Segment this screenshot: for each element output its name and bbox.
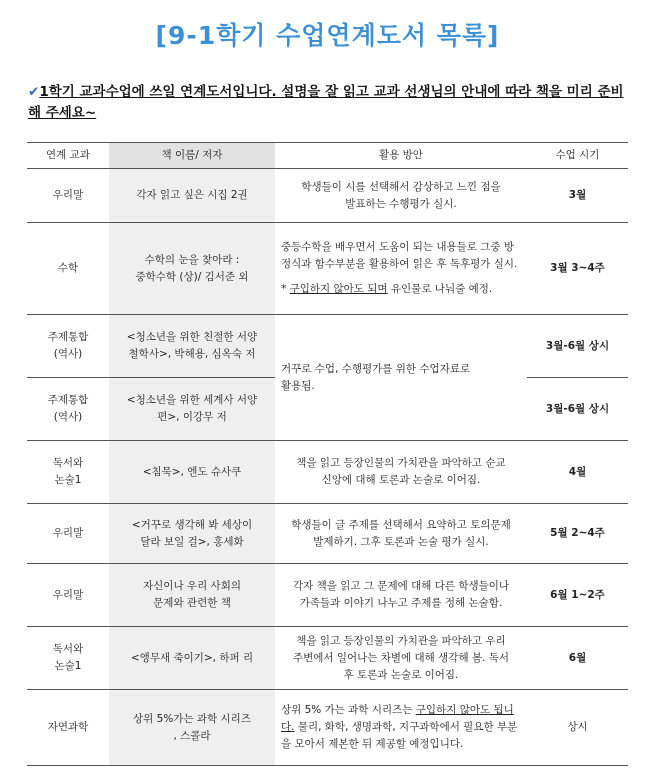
table-row (27, 315, 628, 378)
cell-period: 3월 (527, 169, 628, 223)
cell-period: 6월 1~2주 (527, 564, 628, 627)
cell-subject: 주제통합 (역사) (27, 378, 109, 441)
table-row (27, 690, 628, 766)
cell-book: <거꾸로 생각해 봐 세상이 달라 보일 걸>, 홍세화 (109, 504, 275, 564)
cell-subject: 우리말 (27, 169, 109, 223)
cell-period: 6월 (527, 627, 628, 690)
cell-usage: 책을 읽고 등장인물의 가치관을 파악하고 순교 신앙에 대해 토론과 논술로 이어짐. (275, 441, 527, 504)
usage-note (281, 281, 521, 298)
book-list-table (27, 142, 628, 766)
header-book: 책 이름/ 저자 (109, 143, 275, 169)
table-row (27, 441, 628, 504)
note-suffix: 유인물로 나눠줄 예정. (387, 283, 493, 295)
cell-period: 5월 2~4주 (527, 504, 628, 564)
cell-period: 4월 (527, 441, 628, 504)
cell-book: <침묵>, 엔도 슈사쿠 (109, 441, 275, 504)
page-title: [9-1학기 수업연계도서 목록] (155, 21, 500, 50)
table-row (27, 504, 628, 564)
cell-period: 3월-6월 상시 (527, 378, 628, 441)
cell-subject: 독서와 논술1 (27, 627, 109, 690)
cell-subject: 수학 (27, 223, 109, 315)
cell-book: 수학의 눈을 찾아라 : 중학수학 (상)/ 김서준 외 (109, 223, 275, 315)
cell-period: 3월-6월 상시 (527, 315, 628, 378)
usage-underlined: 구입하지 않아도 됩니다. (281, 704, 514, 733)
cell-period: 상시 (527, 690, 628, 766)
cell-subject: 자연과학 (27, 690, 109, 766)
usage-prefix: 상위 5% 가는 과학 시리즈는 (281, 704, 416, 716)
usage-suffix: 물리, 화학, 생명과학, 지구과학에서 필요한 부분을 모아서 제본한 뒤 제공할 예정입니다. (281, 721, 518, 750)
cell-usage: 학생들이 글 주제를 선택해서 요약하고 토의문제 발제하기. 그후 토론과 논술 평가 실시. (275, 504, 527, 564)
cell-usage: 책을 읽고 등장인물의 가치관을 파악하고 우리 주변에서 일어나는 차별에 대해 생각해 봄. 독서 후 토론과 논술로 이어짐. (275, 627, 527, 690)
cell-subject: 주제통합 (역사) (27, 315, 109, 378)
table-row (27, 564, 628, 627)
cell-usage (275, 690, 527, 766)
note-underlined: 구입하지 않아도 되며 (289, 283, 388, 295)
note-prefix: * (281, 283, 290, 295)
intro-text: 1학기 교과수업에 쓰일 연계도서입니다. 설명을 잘 읽고 교과 선생님의 안내에 따라 책을 미리 준비해 주세요~ (28, 84, 624, 121)
header-period: 수업 시기 (527, 143, 628, 169)
cell-usage (275, 223, 527, 315)
cell-book: <앵무새 죽이기>, 하퍼 리 (109, 627, 275, 690)
cell-usage: 각자 책을 읽고 그 문제에 대해 다른 학생들이나 가족들과 이야기 나누고 주제를 정해 논술함. (275, 564, 527, 627)
cell-usage-merged: 거꾸로 수업, 수행평가를 위한 수업자료로 활용됨. (275, 315, 527, 441)
cell-book: 상위 5%가는 과학 시리즈 , 스콜라 (109, 690, 275, 766)
cell-subject: 독서와 논술1 (27, 441, 109, 504)
cell-book: <청소년을 위한 친절한 서양 철학사>, 박해용, 심옥숙 저 (109, 315, 275, 378)
cell-subject: 우리말 (27, 564, 109, 627)
table-row (27, 627, 628, 690)
cell-subject: 우리말 (27, 504, 109, 564)
cell-book: 자신이나 우리 사회의 문제와 관련한 책 (109, 564, 275, 627)
cell-book: <청소년을 위한 세계사 서양 편>, 이강무 저 (109, 378, 275, 441)
cell-usage: 학생들이 시를 선택해서 감상하고 느낀 점을 발표하는 수행평가 실시. (275, 169, 527, 223)
table-row (27, 169, 628, 223)
usage-text: 중등수학을 배우면서 도움이 되는 내용들로 그중 방정식과 함수부분을 활용하여 읽은 후 독후평가 실시. (281, 241, 518, 270)
table-row (27, 223, 628, 315)
cell-book: 각자 읽고 싶은 시집 2권 (109, 169, 275, 223)
intro-notice (28, 82, 628, 124)
header-usage: 활용 방안 (275, 143, 527, 169)
table-header-row (27, 143, 628, 169)
cell-period: 3월 3~4주 (527, 223, 628, 315)
check-mark-icon: ✔ (28, 84, 40, 100)
header-subject: 연계 교과 (27, 143, 109, 169)
